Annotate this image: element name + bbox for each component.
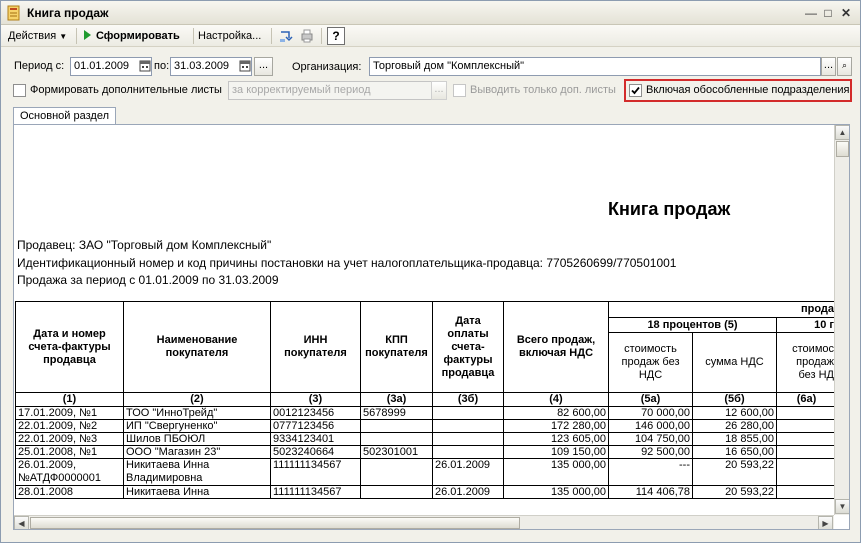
cell-pay-date: 26.01.2009 — [433, 486, 504, 499]
cell-total: 82 600,00 — [504, 407, 609, 420]
table-row[interactable] — [16, 407, 837, 420]
cell-inn: 9334123401 — [271, 433, 361, 446]
cell-total: 135 000,00 — [504, 459, 609, 486]
cell-cost10 — [777, 407, 837, 420]
index-cell: (2) — [124, 393, 271, 407]
cell-inn: 111111134567 — [271, 459, 361, 486]
report-panel — [13, 124, 850, 530]
index-cell: (3а) — [361, 393, 433, 407]
only-extra-checkbox[interactable] — [453, 84, 466, 97]
inn-line: Идентификационный номер и код причины постановки на учет налогоплательщика-продавца: 7705260699/770501001 — [17, 256, 677, 270]
header-rate-10: 10 г — [777, 318, 837, 333]
highlight-frame — [624, 79, 852, 102]
header-date-number: Дата и номер счета-фактуры продавца — [16, 302, 124, 393]
extra-sheets-label: Формировать дополнительные листы — [30, 84, 222, 96]
cell-kpp: 502301001 — [361, 446, 433, 459]
toolbar-divider — [271, 28, 272, 44]
horizontal-scroll-thumb[interactable] — [30, 517, 520, 529]
cell-kpp — [361, 486, 433, 499]
cell-cost10 — [777, 486, 837, 499]
cell-buyer: Никитаева Инна — [124, 486, 271, 499]
table-row[interactable] — [16, 433, 837, 446]
scroll-up-icon[interactable]: ▲ — [835, 125, 850, 140]
cell-kpp — [361, 433, 433, 446]
cell-cost18: --- — [609, 459, 693, 486]
index-cell: (3б) — [433, 393, 504, 407]
cell-cost10 — [777, 459, 837, 486]
cell-total: 135 000,00 — [504, 486, 609, 499]
sales-ledger-table — [15, 301, 837, 499]
cell-cost18: 70 000,00 — [609, 407, 693, 420]
cell-cost18: 114 406,78 — [609, 486, 693, 499]
cell-total: 172 280,00 — [504, 420, 609, 433]
organization-input[interactable]: Торговый дом "Комплексный" — [369, 57, 821, 76]
header-total-sales: Всего продаж, включая НДС — [504, 302, 609, 393]
cell-pay-date: 26.01.2009 — [433, 459, 504, 486]
cell-total: 123 605,00 — [504, 433, 609, 446]
header-cost-no-vat: стоимость продаж без НДС — [609, 333, 693, 393]
print-icon[interactable] — [299, 28, 315, 44]
maximize-icon[interactable]: □ — [824, 6, 832, 20]
index-cell: (5а) — [609, 393, 693, 407]
corrected-period-input[interactable]: за корректируемый период — [228, 81, 432, 100]
cell-vat18: 26 280,00 — [693, 420, 777, 433]
table-row[interactable] — [16, 420, 837, 433]
period-line: Продажа за период с 01.01.2009 по 31.03.2009 — [17, 273, 279, 287]
tab-main-section[interactable]: Основной раздел — [13, 107, 116, 125]
cell-vat18: 16 650,00 — [693, 446, 777, 459]
index-cell: (3) — [271, 393, 361, 407]
cell-cost10 — [777, 446, 837, 459]
cell-date-number: 17.01.2009, №1 — [16, 407, 124, 420]
toolbar-divider — [76, 28, 77, 44]
cell-buyer: ООО "Магазин 23" — [124, 446, 271, 459]
cell-kpp — [361, 459, 433, 486]
cell-date-number: 25.01.2008, №1 — [16, 446, 124, 459]
table-row[interactable] — [16, 486, 837, 499]
generate-label: Сформировать — [96, 30, 180, 42]
vertical-scrollbar[interactable] — [834, 125, 850, 515]
cell-cost18: 146 000,00 — [609, 420, 693, 433]
period-to-label: по: — [154, 60, 170, 72]
header-buyer-kpp: КПП покупателя — [361, 302, 433, 393]
header-buyer-name: Наименование покупателя — [124, 302, 271, 393]
cell-cost10 — [777, 420, 837, 433]
cell-kpp — [361, 420, 433, 433]
cell-vat18: 12 600,00 — [693, 407, 777, 420]
header-vat-sum: сумма НДС — [693, 333, 777, 393]
table-row[interactable] — [16, 446, 837, 459]
organization-label: Организация: — [292, 61, 362, 73]
header-rate-18: 18 процентов (5) — [609, 318, 777, 333]
cell-pay-date — [433, 420, 504, 433]
horizontal-scrollbar[interactable] — [14, 515, 834, 530]
cell-pay-date — [433, 446, 504, 459]
cell-total: 109 150,00 — [504, 446, 609, 459]
only-extra-label: Выводить только доп. листы — [470, 84, 616, 96]
index-cell: (6а) — [777, 393, 837, 407]
period-from-label: Период с: — [14, 60, 65, 72]
corrected-period-select-button[interactable]: ... — [431, 81, 447, 100]
actions-menu[interactable] — [8, 28, 67, 44]
cell-buyer: ТОО "ИнноТрейд" — [124, 407, 271, 420]
scroll-down-icon[interactable]: ▼ — [835, 499, 850, 514]
window-title: Книга продаж — [27, 6, 109, 20]
index-cell: (5б) — [693, 393, 777, 407]
header-cost-no-vat-10: стоимос продаж без НД — [777, 333, 837, 393]
cell-date-number: 28.01.2008 — [16, 486, 124, 499]
toolbar-divider — [193, 28, 194, 44]
cell-pay-date — [433, 407, 504, 420]
table-row[interactable] — [16, 459, 837, 486]
minimize-icon[interactable]: — — [805, 6, 817, 20]
play-icon — [84, 30, 91, 40]
index-cell: (4) — [504, 393, 609, 407]
index-cell: (1) — [16, 393, 124, 407]
scroll-right-icon[interactable]: ▶ — [818, 516, 833, 530]
cell-inn: 0012123456 — [271, 407, 361, 420]
include-separate-label: Включая обособленные подразделения — [646, 84, 850, 96]
actions-label: Действия — [8, 30, 57, 42]
cell-vat18: 20 593,22 — [693, 459, 777, 486]
cell-cost10 — [777, 433, 837, 446]
settings-button[interactable]: Настройка... — [198, 30, 262, 42]
cell-kpp: 5678999 — [361, 407, 433, 420]
calendar-from-icon[interactable] — [135, 57, 154, 76]
period-to-input[interactable]: 31.03.2009 — [170, 57, 252, 76]
header-sales-group: прода — [609, 302, 837, 318]
cell-date-number: 26.01.2009, №АТДФ0000001 — [16, 459, 124, 486]
cell-cost18: 92 500,00 — [609, 446, 693, 459]
period-from-input[interactable]: 01.01.2009 — [70, 57, 152, 76]
organization-select-button[interactable]: ... — [821, 57, 836, 76]
scroll-left-icon[interactable]: ◀ — [14, 516, 29, 530]
seller-line: Продавец: ЗАО "Торговый дом Комплексный" — [17, 238, 272, 252]
title-bar — [1, 1, 860, 25]
header-buyer-inn: ИНН покупателя — [271, 302, 361, 393]
extra-sheets-checkbox[interactable] — [13, 84, 26, 97]
generate-button[interactable] — [84, 28, 180, 44]
report-title: Книга продаж — [608, 199, 731, 219]
cell-inn: 111111134567 — [271, 486, 361, 499]
header-pay-date: Дата оплаты счета-фактуры продавца — [433, 302, 504, 393]
vertical-scroll-thumb[interactable] — [836, 141, 849, 157]
toolbar — [1, 25, 860, 47]
cell-inn: 0777123456 — [271, 420, 361, 433]
cell-vat18: 18 855,00 — [693, 433, 777, 446]
cell-inn: 5023240664 — [271, 446, 361, 459]
cell-date-number: 22.01.2009, №3 — [16, 433, 124, 446]
cell-buyer: ИП "Свергуненко" — [124, 420, 271, 433]
dropdown-arrow-icon: ▼ — [59, 32, 68, 41]
cell-date-number: 22.01.2009, №2 — [16, 420, 124, 433]
cell-buyer: Никитаева Инна Владимировна — [124, 459, 271, 486]
organization-open-button[interactable]: ⌕ — [837, 57, 852, 76]
toolbar-divider — [321, 28, 322, 44]
cell-vat18: 20 593,22 — [693, 486, 777, 499]
period-select-button[interactable]: ... — [254, 57, 273, 76]
cell-buyer: Шилов ПБОЮЛ — [124, 433, 271, 446]
help-button[interactable]: ? — [327, 27, 345, 45]
close-icon[interactable]: ✕ — [840, 6, 852, 20]
calendar-to-icon[interactable] — [235, 57, 254, 76]
book-icon — [6, 5, 22, 21]
refresh-icon[interactable] — [278, 28, 294, 44]
cell-cost18: 104 750,00 — [609, 433, 693, 446]
cell-pay-date — [433, 433, 504, 446]
